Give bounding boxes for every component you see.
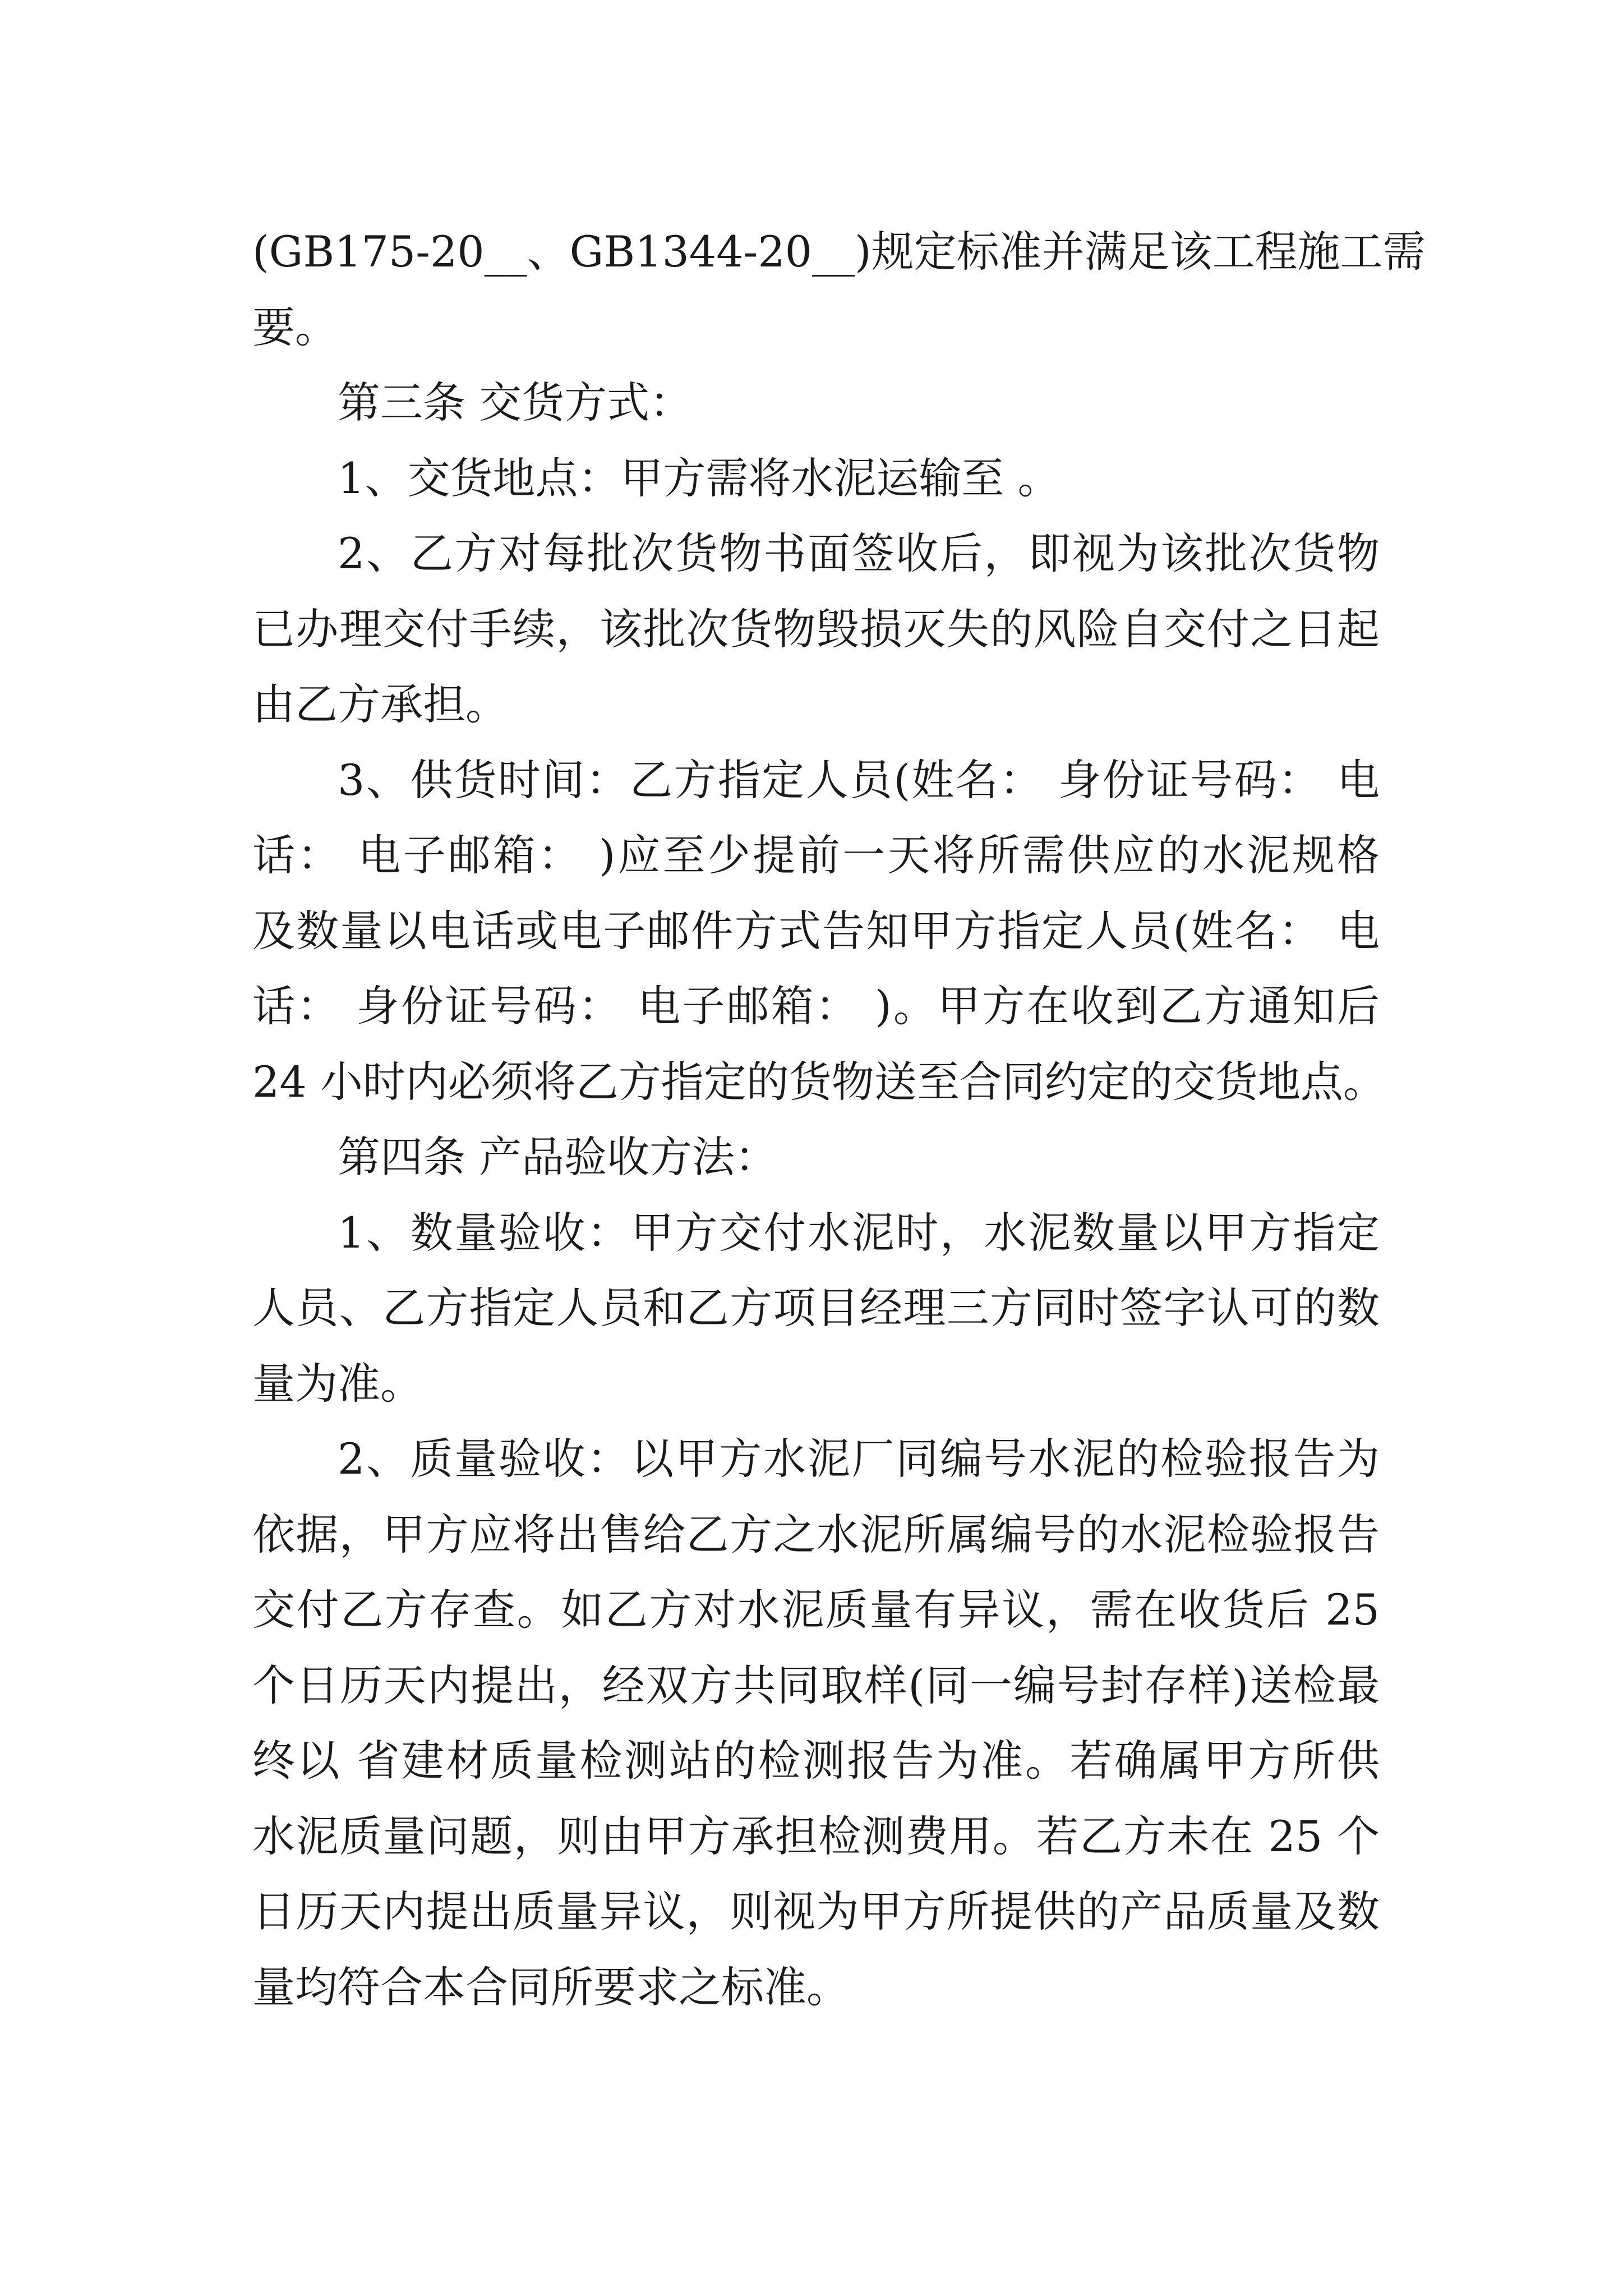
text-line: 第三条 交货方式： — [338, 378, 693, 427]
text-line: 话： 电子邮箱： )应至少提前一天将所需供应的水泥规格 — [252, 830, 1380, 880]
document-body — [252, 214, 1426, 2025]
text-line: 要。 — [252, 302, 338, 352]
text-line: 24 小时内必须将乙方指定的货物送至合同约定的交货地点。 — [252, 1056, 1386, 1107]
text-line: 第四条 产品验收方法： — [338, 1132, 778, 1182]
text-line: 水泥质量问题，则由甲方承担检测费用。若乙方未在 25 个 — [252, 1811, 1380, 1861]
text-line: 及数量以电话或电子邮件方式告知甲方指定人员(姓名： 电 — [252, 905, 1380, 956]
text-line: 1、数量验收：甲方交付水泥时，水泥数量以甲方指定 — [338, 1207, 1380, 1258]
text-line: 依据，甲方应将出售给乙方之水泥所属编号的水泥检验报告 — [252, 1509, 1380, 1559]
text-line: 量均符合本合同所要求之标准。 — [252, 1962, 849, 2012]
text-line: 交付乙方存查。如乙方对水泥质量有异议，需在收货后 25 — [252, 1585, 1380, 1635]
text-line: 3、供货时间：乙方指定人员(姓名： 身份证号码： 电 — [338, 754, 1380, 805]
text-line: 由乙方承担。 — [252, 679, 508, 729]
text-line: 话： 身份证号码： 电子邮箱： )。甲方在收到乙方通知后 — [252, 981, 1380, 1031]
text-line: 已办理交付手续，该批次货物毁损灭失的风险自交付之日起 — [252, 604, 1380, 654]
text-line: 个日历天内提出，经双方共同取样(同一编号封存样)送检最 — [252, 1660, 1380, 1710]
text-line: (GB175-20__、GB1344-20__)规定标准并满足该工程施工需 — [252, 227, 1426, 277]
text-line: 日历天内提出质量异议，则视为甲方所提供的产品质量及数 — [252, 1887, 1380, 1936]
text-line: 1、交货地点：甲方需将水泥运输至 。 — [338, 453, 1061, 503]
text-line: 人员、乙方指定人员和乙方项目经理三方同时签字认可的数 — [252, 1283, 1380, 1333]
text-line: 2、乙方对每批次货物书面签收后，即视为该批次货物 — [338, 528, 1380, 578]
text-line: 量为准。 — [252, 1358, 423, 1409]
text-line: 终以 省建材质量检测站的检测报告为准。若确属甲方所供 — [252, 1736, 1380, 1786]
text-line: 2、质量验收：以甲方水泥厂同编号水泥的检验报告为 — [338, 1434, 1380, 1484]
